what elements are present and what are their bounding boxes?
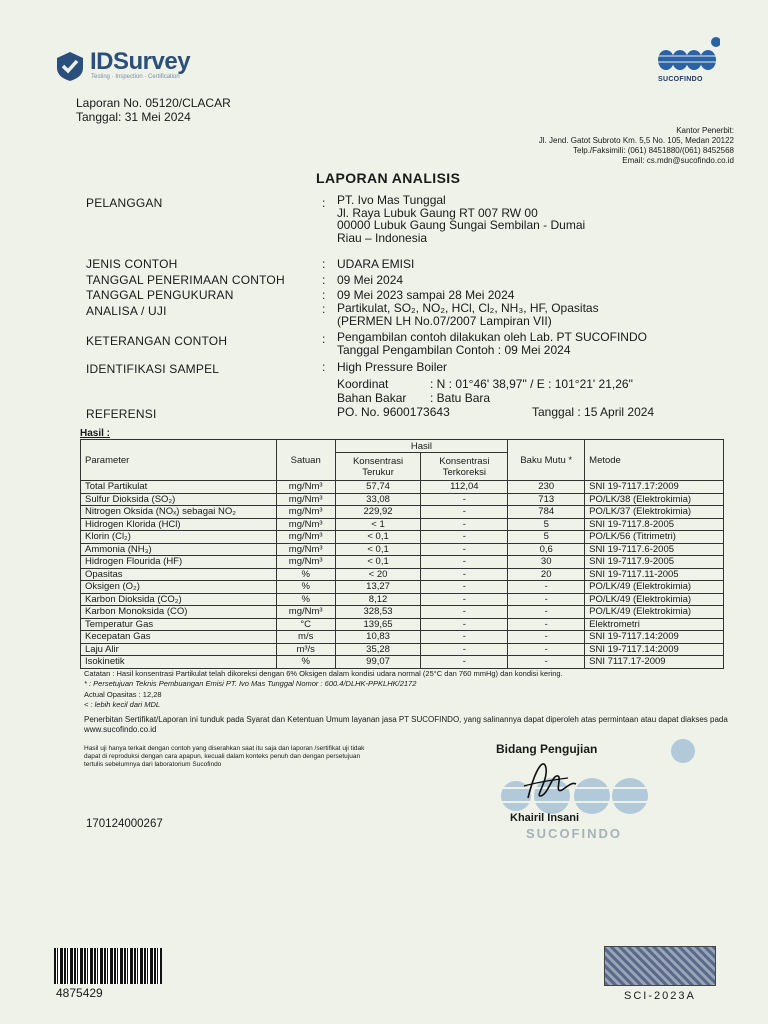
small-globe-icon — [668, 736, 698, 766]
cell-parameter: Sulfur Dioksida (SO₂) — [81, 493, 277, 506]
cell-baku-mutu: - — [508, 643, 585, 656]
tanggal-penerimaan-value: 09 Mei 2024 — [337, 273, 404, 287]
identifikasi-label: IDENTIFIKASI SAMPEL — [86, 362, 220, 376]
sucofindo-logo-text: SUCOFINDO — [658, 76, 703, 83]
issuer-address — [539, 126, 734, 166]
cell-metode: PO/LK/37 (Elektrokimia) — [585, 506, 724, 519]
cell-metode: SNI 19-7117.14:2009 — [585, 631, 724, 644]
referensi-value: PO. No. 9600173643 — [337, 405, 450, 419]
cell-parameter: Opasitas — [81, 568, 277, 581]
cell-satuan: °C — [276, 618, 335, 631]
table-row — [81, 518, 724, 531]
cell-parameter: Oksigen (O₂) — [81, 581, 277, 594]
table-row — [81, 531, 724, 544]
cell-metode: PO/LK/49 (Elektrokimia) — [585, 581, 724, 594]
note-persetujuan: * : Persetujuan Teknis Pembuangan Emisi PT. Ivo Mas Tunggal Nomor : 600.4/DLHK-PPKLHK/2172 — [84, 679, 417, 688]
tanggal-pengukuran-value: 09 Mei 2023 sampai 28 Mei 2024 — [337, 288, 515, 302]
col-baku-mutu: Baku Mutu * — [508, 440, 585, 481]
table-row — [81, 606, 724, 619]
koordinat-value: : N : 01°46' 38,97" / E : 101°21' 21,26" — [430, 377, 633, 391]
cell-baku-mutu: - — [508, 593, 585, 606]
document-code: 170124000267 — [86, 818, 163, 830]
cell-terkoreksi: - — [421, 581, 508, 594]
cell-terukur: < 0,1 — [335, 543, 421, 556]
colon: : — [322, 302, 326, 316]
issuer-line: Kantor Penerbit: — [676, 126, 734, 135]
table-row — [81, 543, 724, 556]
idsurvey-logo — [54, 48, 214, 84]
colon: : — [322, 332, 326, 346]
col-konsentrasi-terkoreksi: Konsentrasi Terkoreksi — [421, 453, 508, 481]
cell-satuan: % — [276, 581, 335, 594]
col-metode: Metode — [585, 440, 724, 481]
cell-parameter: Karbon Monoksida (CO) — [81, 606, 277, 619]
table-row — [81, 506, 724, 519]
cell-satuan: mg/Nm³ — [276, 606, 335, 619]
col-hasil: Hasil — [335, 440, 508, 453]
sci-code: SCI-2023A — [624, 990, 696, 1002]
note-catatan: Catatan : Hasil konsentrasi Partikulat telah dikoreksi dengan 6% Oksigen dalam kondisi udara normal (25°C dan 760 mmHg) dan kondisi kering. — [84, 669, 563, 678]
cell-terkoreksi: - — [421, 556, 508, 569]
logo-text: IDSurvey — [90, 48, 191, 75]
note-opasitas: Actual Opasitas : 12,28 — [84, 690, 162, 699]
colon: : — [322, 196, 326, 210]
pelanggan-line: Riau – Indonesia — [337, 230, 428, 245]
colon: : — [322, 257, 326, 271]
tanggal-penerimaan-label: TANGGAL PENERIMAAN CONTOH — [86, 273, 285, 287]
issuer-line: Email: cs.mdn@sucofindo.co.id — [622, 156, 734, 165]
cell-terukur: < 1 — [335, 518, 421, 531]
cell-terukur: 10,83 — [335, 631, 421, 644]
signature-mark — [518, 756, 578, 806]
cell-terkoreksi: - — [421, 593, 508, 606]
cell-terukur: 35,28 — [335, 643, 421, 656]
hologram-sticker — [604, 946, 716, 986]
cell-terukur: 99,07 — [335, 656, 421, 669]
cell-satuan: m³/s — [276, 643, 335, 656]
issuer-line: Telp./Faksimili: (061) 8451880/(061) 8452568 — [573, 146, 734, 155]
cell-satuan: % — [276, 656, 335, 669]
page-title: LAPORAN ANALISIS — [316, 170, 461, 186]
cell-metode: Elektrometri — [585, 618, 724, 631]
signature-title: Bidang Pengujian — [496, 742, 598, 756]
cell-baku-mutu: - — [508, 631, 585, 644]
cell-terkoreksi: - — [421, 618, 508, 631]
note-disclaimer: Hasil uji hanya terkait dengan contoh yang diserahkan saat itu saja dan laporan /sertifikat uji tidak dapat di reproduksi dengan cara apapun, kecuali dalam konteks penuh dan dengan persetujuan tertulis sebelumnya dari laboratorium Sucofindo — [84, 745, 365, 768]
colon: : — [322, 273, 326, 287]
cell-baku-mutu: 0,6 — [508, 543, 585, 556]
signatory-name: Khairil Insani — [510, 812, 580, 824]
issuer-line: Jl. Jend. Gatot Subroto Km. 5,5 No. 105, Medan 20122 — [538, 136, 734, 145]
referensi-date: Tanggal : 15 April 2024 — [532, 405, 655, 419]
table-row — [81, 631, 724, 644]
cell-terkoreksi: - — [421, 656, 508, 669]
cell-parameter: Hidrogen Klorida (HCl) — [81, 518, 277, 531]
cell-satuan: mg/Nm³ — [276, 518, 335, 531]
cell-satuan: mg/Nm³ — [276, 543, 335, 556]
cell-parameter: Temperatur Gas — [81, 618, 277, 631]
table-row — [81, 618, 724, 631]
cell-baku-mutu: 20 — [508, 568, 585, 581]
results-heading: Hasil : — [80, 428, 111, 439]
keterangan-label: KETERANGAN CONTOH — [86, 334, 228, 348]
pelanggan-line: PT. Ivo Mas Tunggal — [337, 193, 446, 207]
barcode — [54, 948, 162, 984]
note-penerbitan: Penerbitan Sertifikat/Laporan ini tunduk pada Syarat dan Ketentuan Umum layanan jasa PT SUCOFINDO, yang salinannya dapat diperoleh atas permintaan atau dapat diakses pada www.sucofindo.co.id — [84, 715, 728, 734]
cell-baku-mutu: 5 — [508, 531, 585, 544]
cell-metode: PO/LK/49 (Elektrokimia) — [585, 606, 724, 619]
cell-terkoreksi: 112,04 — [421, 481, 508, 494]
cell-satuan: mg/Nm³ — [276, 493, 335, 506]
cell-parameter: Nitrogen Oksida (NOₓ) sebagai NO₂ — [81, 506, 277, 519]
keterangan-value — [337, 331, 647, 357]
cell-parameter: Ammonia (NH₃) — [81, 543, 277, 556]
keterangan-line: Pengambilan contoh dilakukan oleh Lab. PT SUCOFINDO — [337, 330, 647, 344]
cell-baku-mutu: 30 — [508, 556, 585, 569]
results-table — [80, 439, 724, 669]
cell-terkoreksi: - — [421, 506, 508, 519]
cell-terukur: < 0,1 — [335, 556, 421, 569]
cell-baku-mutu: - — [508, 606, 585, 619]
table-row — [81, 581, 724, 594]
cell-satuan: mg/Nm³ — [276, 506, 335, 519]
referensi-label: REFERENSI — [86, 407, 157, 421]
cell-baku-mutu: 5 — [508, 518, 585, 531]
sucofindo-logo — [656, 34, 720, 86]
cell-metode: SNI 19-7117.6-2005 — [585, 543, 724, 556]
pelanggan-line: Jl. Raya Lubuk Gaung RT 007 RW 00 — [337, 205, 538, 220]
cell-baku-mutu: - — [508, 618, 585, 631]
cell-baku-mutu: 784 — [508, 506, 585, 519]
cell-metode: SNI 19-7117.8-2005 — [585, 518, 724, 531]
cell-terukur: 229,92 — [335, 506, 421, 519]
cell-satuan: m/s — [276, 631, 335, 644]
pelanggan-line: 00000 Lubuk Gaung Sungai Sembilan - Dumai — [337, 218, 586, 232]
table-row — [81, 656, 724, 669]
barcode-number: 4875429 — [56, 986, 103, 1000]
cell-metode: SNI 19-7117.17:2009 — [585, 481, 724, 494]
cell-parameter: Isokinetik — [81, 656, 277, 669]
cell-parameter: Klorin (Cl₂) — [81, 531, 277, 544]
cell-terukur: 8,12 — [335, 593, 421, 606]
identifikasi-value: High Pressure Boiler — [337, 360, 448, 374]
col-satuan: Satuan — [276, 440, 335, 481]
cell-terukur: 57,74 — [335, 481, 421, 494]
colon: : — [322, 360, 326, 374]
analisa-value — [337, 302, 599, 328]
cell-terukur: 33,08 — [335, 493, 421, 506]
cell-terukur: 328,53 — [335, 606, 421, 619]
cell-terkoreksi: - — [421, 631, 508, 644]
cell-parameter: Karbon Dioksida (CO₂) — [81, 593, 277, 606]
cell-metode: PO/LK/38 (Elektrokimia) — [585, 493, 724, 506]
cell-satuan: mg/Nm³ — [276, 481, 335, 494]
cell-baku-mutu: 713 — [508, 493, 585, 506]
col-konsentrasi-terukur: Konsentrasi Terukur — [335, 453, 421, 481]
table-row — [81, 593, 724, 606]
note-mdl: < : lebih kecil dari MDL — [84, 700, 161, 709]
analisa-label: ANALISA / UJI — [86, 304, 167, 318]
keterangan-line: Tanggal Pengambilan Contoh : 09 Mei 2024 — [337, 343, 571, 357]
col-parameter: Parameter — [81, 440, 277, 481]
pelanggan-label: PELANGGAN — [86, 196, 163, 210]
cell-terukur: 139,65 — [335, 618, 421, 631]
cell-metode: PO/LK/56 (Titrimetri) — [585, 531, 724, 544]
cell-parameter: Total Partikulat — [81, 481, 277, 494]
jenis-contoh-label: JENIS CONTOH — [86, 257, 178, 271]
cell-metode: SNI 19-7117.9-2005 — [585, 556, 724, 569]
table-row — [81, 568, 724, 581]
cell-baku-mutu: - — [508, 581, 585, 594]
cell-terukur: 13,27 — [335, 581, 421, 594]
globe-icon — [656, 34, 720, 76]
cell-satuan: mg/Nm³ — [276, 531, 335, 544]
cell-parameter: Kecepatan Gas — [81, 631, 277, 644]
tanggal-pengukuran-label: TANGGAL PENGUKURAN — [86, 288, 234, 302]
cell-metode: SNI 19-7117.14:2009 — [585, 643, 724, 656]
cell-satuan: mg/Nm³ — [276, 556, 335, 569]
cell-baku-mutu: 230 — [508, 481, 585, 494]
koordinat-label: Koordinat — [337, 377, 389, 391]
cell-terkoreksi: - — [421, 543, 508, 556]
colon: : — [322, 288, 326, 302]
cell-terkoreksi: - — [421, 643, 508, 656]
pelanggan-value — [337, 194, 585, 244]
logo-tagline: Testing · Inspection · Certification — [91, 74, 180, 80]
cell-metode: PO/LK/49 (Elektrokimia) — [585, 593, 724, 606]
table-row — [81, 481, 724, 494]
table-row — [81, 643, 724, 656]
cell-terkoreksi: - — [421, 606, 508, 619]
cell-terkoreksi: - — [421, 518, 508, 531]
cell-metode: SNI 19-7117.11-2005 — [585, 568, 724, 581]
table-row — [81, 493, 724, 506]
cell-baku-mutu: - — [508, 656, 585, 669]
cell-satuan: % — [276, 568, 335, 581]
cell-terkoreksi: - — [421, 493, 508, 506]
cell-parameter: Laju Alir — [81, 643, 277, 656]
cell-parameter: Hidrogen Flourida (HF) — [81, 556, 277, 569]
analisa-line: (PERMEN LH No.07/2007 Lampiran VII) — [337, 314, 552, 328]
bahan-bakar-value: : Batu Bara — [430, 391, 491, 405]
report-number: Laporan No. 05120/CLACAR — [76, 96, 231, 110]
table-row — [81, 556, 724, 569]
analisa-line: Partikulat, SO₂, NO₂, HCl, Cl₂, NH₃, HF, Opasitas — [337, 301, 599, 315]
jenis-contoh-value: UDARA EMISI — [337, 257, 415, 271]
report-date: Tanggal: 31 Mei 2024 — [76, 110, 191, 124]
cell-terukur: < 20 — [335, 568, 421, 581]
cell-terkoreksi: - — [421, 568, 508, 581]
bahan-bakar-label: Bahan Bakar — [337, 391, 407, 405]
cell-terkoreksi: - — [421, 531, 508, 544]
cell-terukur: < 0,1 — [335, 531, 421, 544]
idsurvey-shield-icon — [54, 50, 86, 82]
stamp-text: SUCOFINDO — [526, 826, 622, 841]
cell-satuan: % — [276, 593, 335, 606]
cell-metode: SNI 7117.17-2009 — [585, 656, 724, 669]
